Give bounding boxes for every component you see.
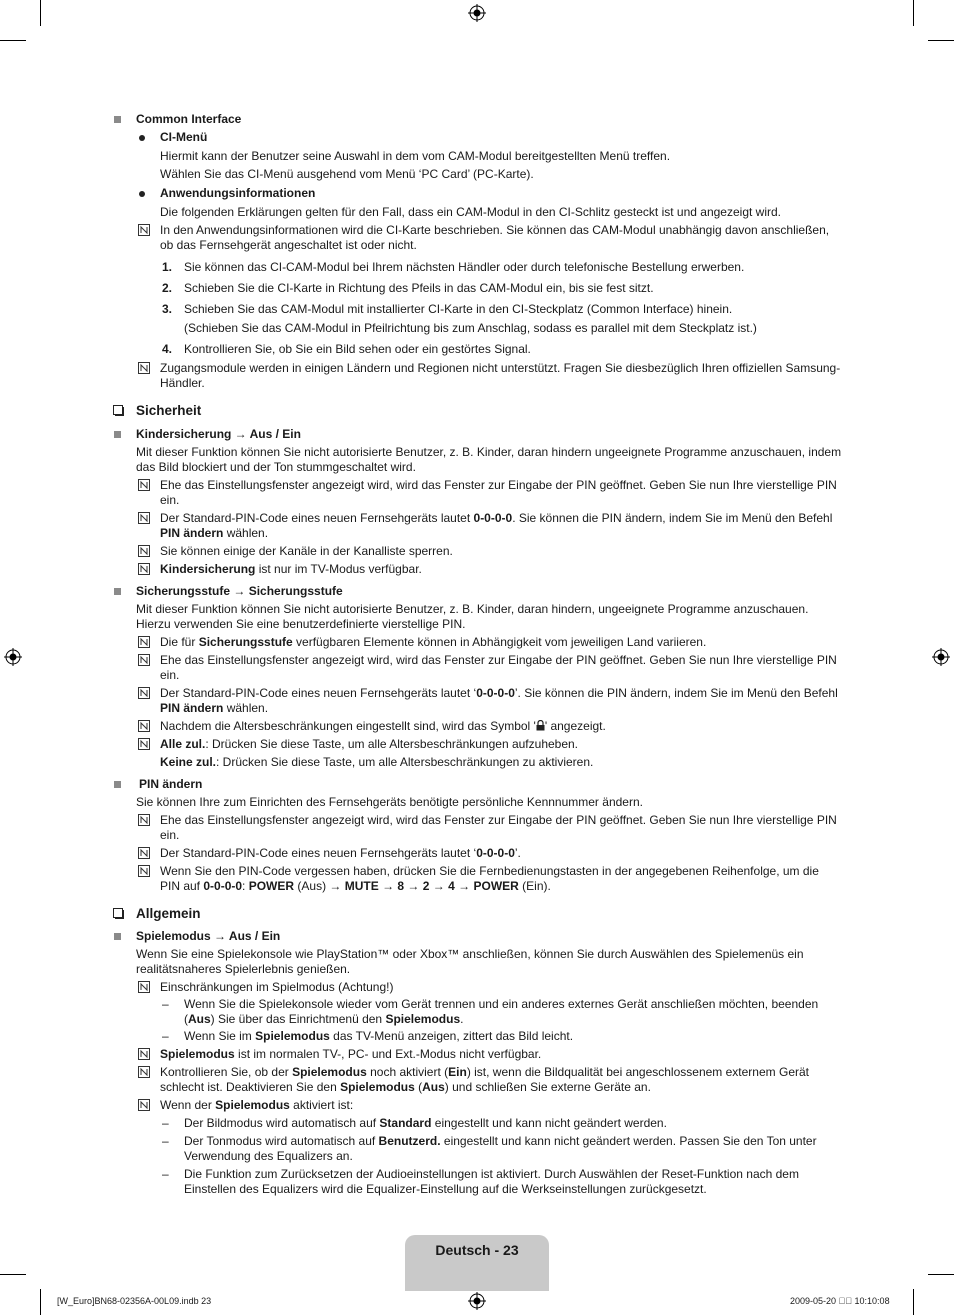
dash-text: eingestellt und kann nicht geändert werden. Passen Sie den Ton unter Verwendung des Equalizers an. [184, 1134, 817, 1163]
subitem-title: CI-Menü [160, 130, 208, 144]
dash-bold: Benutzerd. [378, 1134, 441, 1148]
step [112, 260, 842, 275]
checkbox-shadow [115, 910, 124, 919]
note [112, 223, 842, 253]
note-bold: Spielemodus [292, 1065, 367, 1079]
note-icon [138, 847, 150, 859]
note-text: ist nur im TV-Modus verfügbar. [255, 562, 422, 576]
note [112, 846, 842, 861]
step-text-continued: (Schieben Sie das CAM-Modul in Pfeilrichtung bis zum Anschlag, sodass es parallel mit dem Steckplatz ist.) [184, 321, 757, 335]
note [112, 719, 842, 734]
dash-item [112, 1134, 842, 1164]
note-bold: Alle zul. [160, 737, 206, 751]
note-text: Wenn Sie den PIN-Code vergessen haben, drücken Sie die Fernbedienungstasten in der angegebenen Reihenfolge, um die PIN auf [160, 864, 819, 893]
note-icon [138, 738, 150, 750]
dash-bold: Standard [379, 1116, 432, 1130]
note-icon [138, 814, 150, 826]
note [112, 653, 842, 683]
note [112, 635, 842, 650]
crop-mark [913, 0, 914, 26]
note-icon [138, 687, 150, 699]
subitem-app-info [112, 186, 842, 201]
dash-bullet: – [162, 1134, 169, 1148]
note-icon [138, 512, 150, 524]
dash-text: eingestellt und kann nicht geändert werden. [431, 1116, 667, 1130]
note-text: Nachdem die Altersbeschränkungen eingestellt sind, wird das Symbol ' [160, 719, 536, 733]
note-text: Wenn der [160, 1098, 216, 1112]
note-text: ) ist, wenn die Bildqualität bei angeschlossenem externem Gerät schlecht ist. Deaktivieren Sie den [160, 1065, 809, 1094]
note-text: wählen. [223, 526, 269, 540]
dash-text: Der Bildmodus wird automatisch auf [184, 1116, 380, 1130]
crop-mark [40, 1289, 41, 1315]
note-bold: Sicherungsstufe [198, 635, 293, 649]
round-bullet-icon [139, 191, 145, 197]
note-text: Ehe das Einstellungsfenster angezeigt wird, wird das Fenster zur Eingabe der PIN geöffnet. Geben Sie nun Ihre vierstellige PIN ein. [160, 478, 837, 507]
dash-item [112, 1029, 842, 1044]
note-bold: Aus [422, 1080, 445, 1094]
paragraph: Sie können Ihre zum Einrichten des Fernsehgeräts benötigte persönliche Kennnummer ändern. [136, 795, 643, 809]
note-text: Kontrollieren Sie, ob der [160, 1065, 293, 1079]
page-content [112, 106, 842, 1197]
note [112, 562, 842, 577]
dash-bullet: – [162, 1116, 169, 1130]
crop-mark [928, 1274, 954, 1275]
note-bold: POWER [248, 879, 295, 893]
registration-mark-icon [932, 648, 950, 666]
step-text: Schieben Sie die CI-Karte in Richtung des Pfeils in das CAM-Modul ein, bis sie fest sitzt. [184, 281, 654, 295]
note-text: wählen. [223, 701, 269, 715]
note-text: : [242, 879, 249, 893]
note-bold: Keine zul. [160, 755, 217, 769]
note-bold: PIN ändern [160, 701, 224, 715]
square-bullet-icon [114, 116, 121, 123]
item-sicherungsstufe [112, 584, 842, 599]
note-icon [138, 224, 150, 236]
dash-text: das TV-Menü anzeigen, zittert das Bild leicht. [329, 1029, 574, 1043]
dash-text: Der Tonmodus wird automatisch auf [184, 1134, 379, 1148]
section-common-interface [112, 112, 842, 127]
note-icon [138, 865, 150, 877]
registration-mark-icon [468, 1292, 486, 1310]
item-pin-aendern [112, 777, 842, 792]
note-text: In den Anwendungsinformationen wird die CI-Karte beschrieben. Sie können das CAM-Modul unabhängig davon anschließen, ob das Fernsehgerät angeschaltet ist oder nicht. [160, 223, 830, 252]
note-text: Der Standard-PIN-Code eines neuen Fernsehgeräts lautet ‘ [160, 686, 477, 700]
item-title: Common Interface [136, 112, 242, 126]
note-text: → [454, 879, 474, 893]
note-icon [138, 1048, 150, 1060]
heading-text: Allgemein [136, 906, 201, 921]
note-text: Zugangsmodule werden in einigen Ländern und Regionen nicht unterstützt. Fragen Sie diesbezüglich Ihren offiziellen Samsung-Händler. [160, 361, 841, 390]
dash-text: Wenn Sie im [184, 1029, 256, 1043]
square-bullet-icon [114, 781, 121, 788]
dash-text: ) Sie über das Einrichtmenü den [210, 1012, 386, 1026]
crop-mark [0, 1274, 26, 1275]
note-text: (Aus) → [294, 879, 345, 893]
round-bullet-icon [139, 135, 145, 141]
note-text: Der Standard-PIN-Code eines neuen Fernsehgeräts lautet [160, 511, 474, 525]
note-bold: POWER [473, 879, 519, 893]
note [112, 864, 842, 894]
step-text: Sie können das CI-CAM-Modul bei Ihrem nächsten Händler oder durch telefonische Bestellung erwerben. [184, 260, 745, 274]
note-text: (Ein). [518, 879, 551, 893]
dash-bold: Aus [188, 1012, 211, 1026]
note [112, 980, 842, 995]
note-icon [138, 545, 150, 557]
section-heading-allgemein [112, 905, 842, 922]
note-text: : Drücken Sie diese Taste, um alle Altersbeschränkungen aufzuheben. [205, 737, 579, 751]
note-text: ( [414, 1080, 423, 1094]
note-icon [138, 981, 150, 993]
note-bold: 8 [397, 879, 405, 893]
note-bold: PIN ändern [160, 526, 224, 540]
dash-item [112, 1167, 842, 1197]
note-text: Sie können einige der Kanäle in der Kanalliste sperren. [160, 544, 453, 558]
paragraph: Mit dieser Funktion können Sie nicht autorisierte Benutzer, z. B. Kinder, daran hindern, ungeeignete Programme anzuschauen. Hierzu verwenden Sie eine benutzerdefinierte vierstellige PIN. [136, 602, 809, 631]
note-text: Die für [160, 635, 199, 649]
note-bold: 0-0-0-0 [473, 511, 513, 525]
registration-mark-icon [468, 4, 486, 22]
note-bold: 0-0-0-0 [203, 879, 243, 893]
note-bold: Spielemodus [215, 1098, 290, 1112]
note [112, 478, 842, 508]
note-bold: 2 [422, 879, 430, 893]
dash-bullet: – [162, 1167, 169, 1181]
note-text: noch aktiviert ( [366, 1065, 449, 1079]
note-text: → [378, 879, 398, 893]
note-icon [138, 720, 150, 732]
paragraph: Hiermit kann der Benutzer seine Auswahl in dem vom CAM-Modul bereitgestellten Menü treffen. [160, 149, 671, 163]
note-text: → [404, 879, 423, 893]
step [112, 281, 842, 296]
dash-item [112, 997, 842, 1027]
note-icon [138, 1099, 150, 1111]
item-kindersicherung [112, 427, 842, 442]
dash-item [112, 1116, 842, 1131]
note-bold: Spielemodus [160, 1047, 235, 1061]
page-number: Deutsch - 23 [435, 1242, 519, 1258]
subitem-ci-menu [112, 130, 842, 145]
note-text: Ehe das Einstellungsfenster angezeigt wird, wird das Fenster zur Eingabe der PIN geöffnet. Geben Sie nun Ihre vierstellige PIN ein. [160, 653, 837, 682]
print-file-info: [W_Euro]BN68-02356A-00L09.indb 23 [57, 1296, 212, 1306]
note-bold: 4 [448, 879, 455, 893]
note-text: ’. [514, 846, 521, 860]
crop-mark [0, 40, 26, 41]
note-bold: Kindersicherung [160, 562, 256, 576]
dash-text: Wenn Sie die Spielekonsole wieder vom Gerät trennen und ein anderes externes Gerät anschließen möchten, beenden ( [184, 997, 819, 1026]
note-text: → [429, 879, 449, 893]
item-title: PIN ändern [139, 777, 203, 791]
note [112, 511, 842, 541]
note-text: ' angezeigt. [544, 719, 606, 733]
checkbox-shadow [115, 407, 124, 416]
note [112, 813, 842, 843]
subitem-title: Anwendungsinformationen [160, 186, 316, 200]
lock-icon [536, 720, 545, 731]
note-text: Ehe das Einstellungsfenster angezeigt wird, wird das Fenster zur Eingabe der PIN geöffnet. Geben Sie nun Ihre vierstellige PIN ein. [160, 813, 837, 842]
note [112, 737, 842, 752]
note-icon [138, 636, 150, 648]
section-heading-sicherheit [112, 402, 842, 419]
note [112, 544, 842, 559]
dash-bold: Spielemodus [255, 1029, 330, 1043]
dash-bullet: – [162, 997, 169, 1011]
note-text: : Drücken Sie diese Taste, um alle Altersbeschränkungen zu aktivieren. [216, 755, 594, 769]
note-icon [138, 362, 150, 374]
registration-mark-icon [4, 648, 22, 666]
note-text: . Sie können die PIN ändern, indem Sie im Menü den Befehl [512, 511, 833, 525]
step-text: Kontrollieren Sie, ob Sie ein Bild sehen oder ein gestörtes Signal. [184, 342, 531, 356]
note-icon [138, 479, 150, 491]
note-icon [138, 1066, 150, 1078]
item-spielemodus [112, 929, 842, 944]
square-bullet-icon [114, 933, 121, 940]
step-text: Schieben Sie das CAM-Modul mit installierter CI-Karte in den CI-Steckplatz (Common Interface) hinein. [184, 302, 733, 316]
note [112, 1098, 842, 1113]
item-title: Spielemodus → Aus / Ein [136, 929, 281, 943]
crop-mark [913, 1289, 914, 1315]
paragraph: Wählen Sie das CI-Menü ausgehend vom Menü ‘PC Card’ (PC-Karte). [160, 167, 534, 181]
step-number: 4. [162, 342, 173, 356]
note-text: ist im normalen TV-, PC- und Ext.-Modus nicht verfügbar. [234, 1047, 542, 1061]
heading-text: Sicherheit [136, 403, 202, 418]
item-title: Kindersicherung → Aus / Ein [136, 427, 301, 441]
paragraph: Wenn Sie eine Spielekonsole wie PlayStation™ oder Xbox™ anschließen, können Sie durch Auswählen des Spielemenüs ein realitätsnaheres Spielerlebnis genießen. [136, 947, 804, 976]
note-bold: MUTE [344, 879, 379, 893]
note-icon [138, 654, 150, 666]
note-text: aktiviert ist: [289, 1098, 354, 1112]
note-icon [138, 563, 150, 575]
note-continued [112, 755, 842, 770]
note [112, 686, 842, 716]
note [112, 1047, 842, 1062]
note-bold: 0-0-0-0 [476, 686, 515, 700]
note [112, 361, 842, 391]
step-number: 2. [162, 281, 173, 295]
step [112, 302, 842, 317]
dash-bullet: – [162, 1029, 169, 1043]
dash-bold: Spielemodus [385, 1012, 461, 1026]
note-bold: Ein [448, 1065, 467, 1079]
note-text: Einschränkungen im Spielmodus (Achtung!) [160, 980, 394, 994]
step-number: 3. [162, 302, 173, 316]
paragraph: Mit dieser Funktion können Sie nicht autorisierte Benutzer, z. B. Kinder, daran hindern ungeeignete Programme anzuschauen, indem das Bild blockiert und der Ton stummgeschaltet wird. [136, 445, 842, 474]
paragraph: Die folgenden Erklärungen gelten für den Fall, dass ein CAM-Modul in den CI-Schlitz gesteckt ist und angezeigt wird. [160, 205, 781, 219]
dash-text: . [460, 1012, 464, 1026]
square-bullet-icon [114, 588, 121, 595]
print-date-info: 2009-05-20 ￿￿ 10:10:08 [790, 1296, 890, 1306]
step-number: 1. [162, 260, 173, 274]
note-bold: 0-0-0-0 [476, 846, 515, 860]
step [112, 342, 842, 357]
dash-text: Die Funktion zum Zurücksetzen der Audioeinstellungen ist aktiviert. Durch Auswählen der Reset-Funktion nach dem Einstellen des Equalizers wird die Equalizer-Einstellung auf die Werkseinstellungen zurückgesetzt. [184, 1167, 799, 1196]
square-bullet-icon [114, 431, 121, 438]
note-text: ’. Sie können die PIN ändern, indem Sie im Menü den Befehl [514, 686, 838, 700]
note-text: Der Standard-PIN-Code eines neuen Fernsehgeräts lautet ‘ [160, 846, 477, 860]
note-text: verfügbaren Elemente können in Abhängigkeit vom jeweiligen Land variieren. [292, 635, 707, 649]
crop-mark [928, 40, 954, 41]
crop-mark [40, 0, 41, 26]
item-title: Sicherungsstufe → Sicherungsstufe [136, 584, 343, 598]
note-bold: Spielemodus [340, 1080, 415, 1094]
note-text: ) und schließen Sie externe Geräte an. [444, 1080, 651, 1094]
note [112, 1065, 842, 1095]
